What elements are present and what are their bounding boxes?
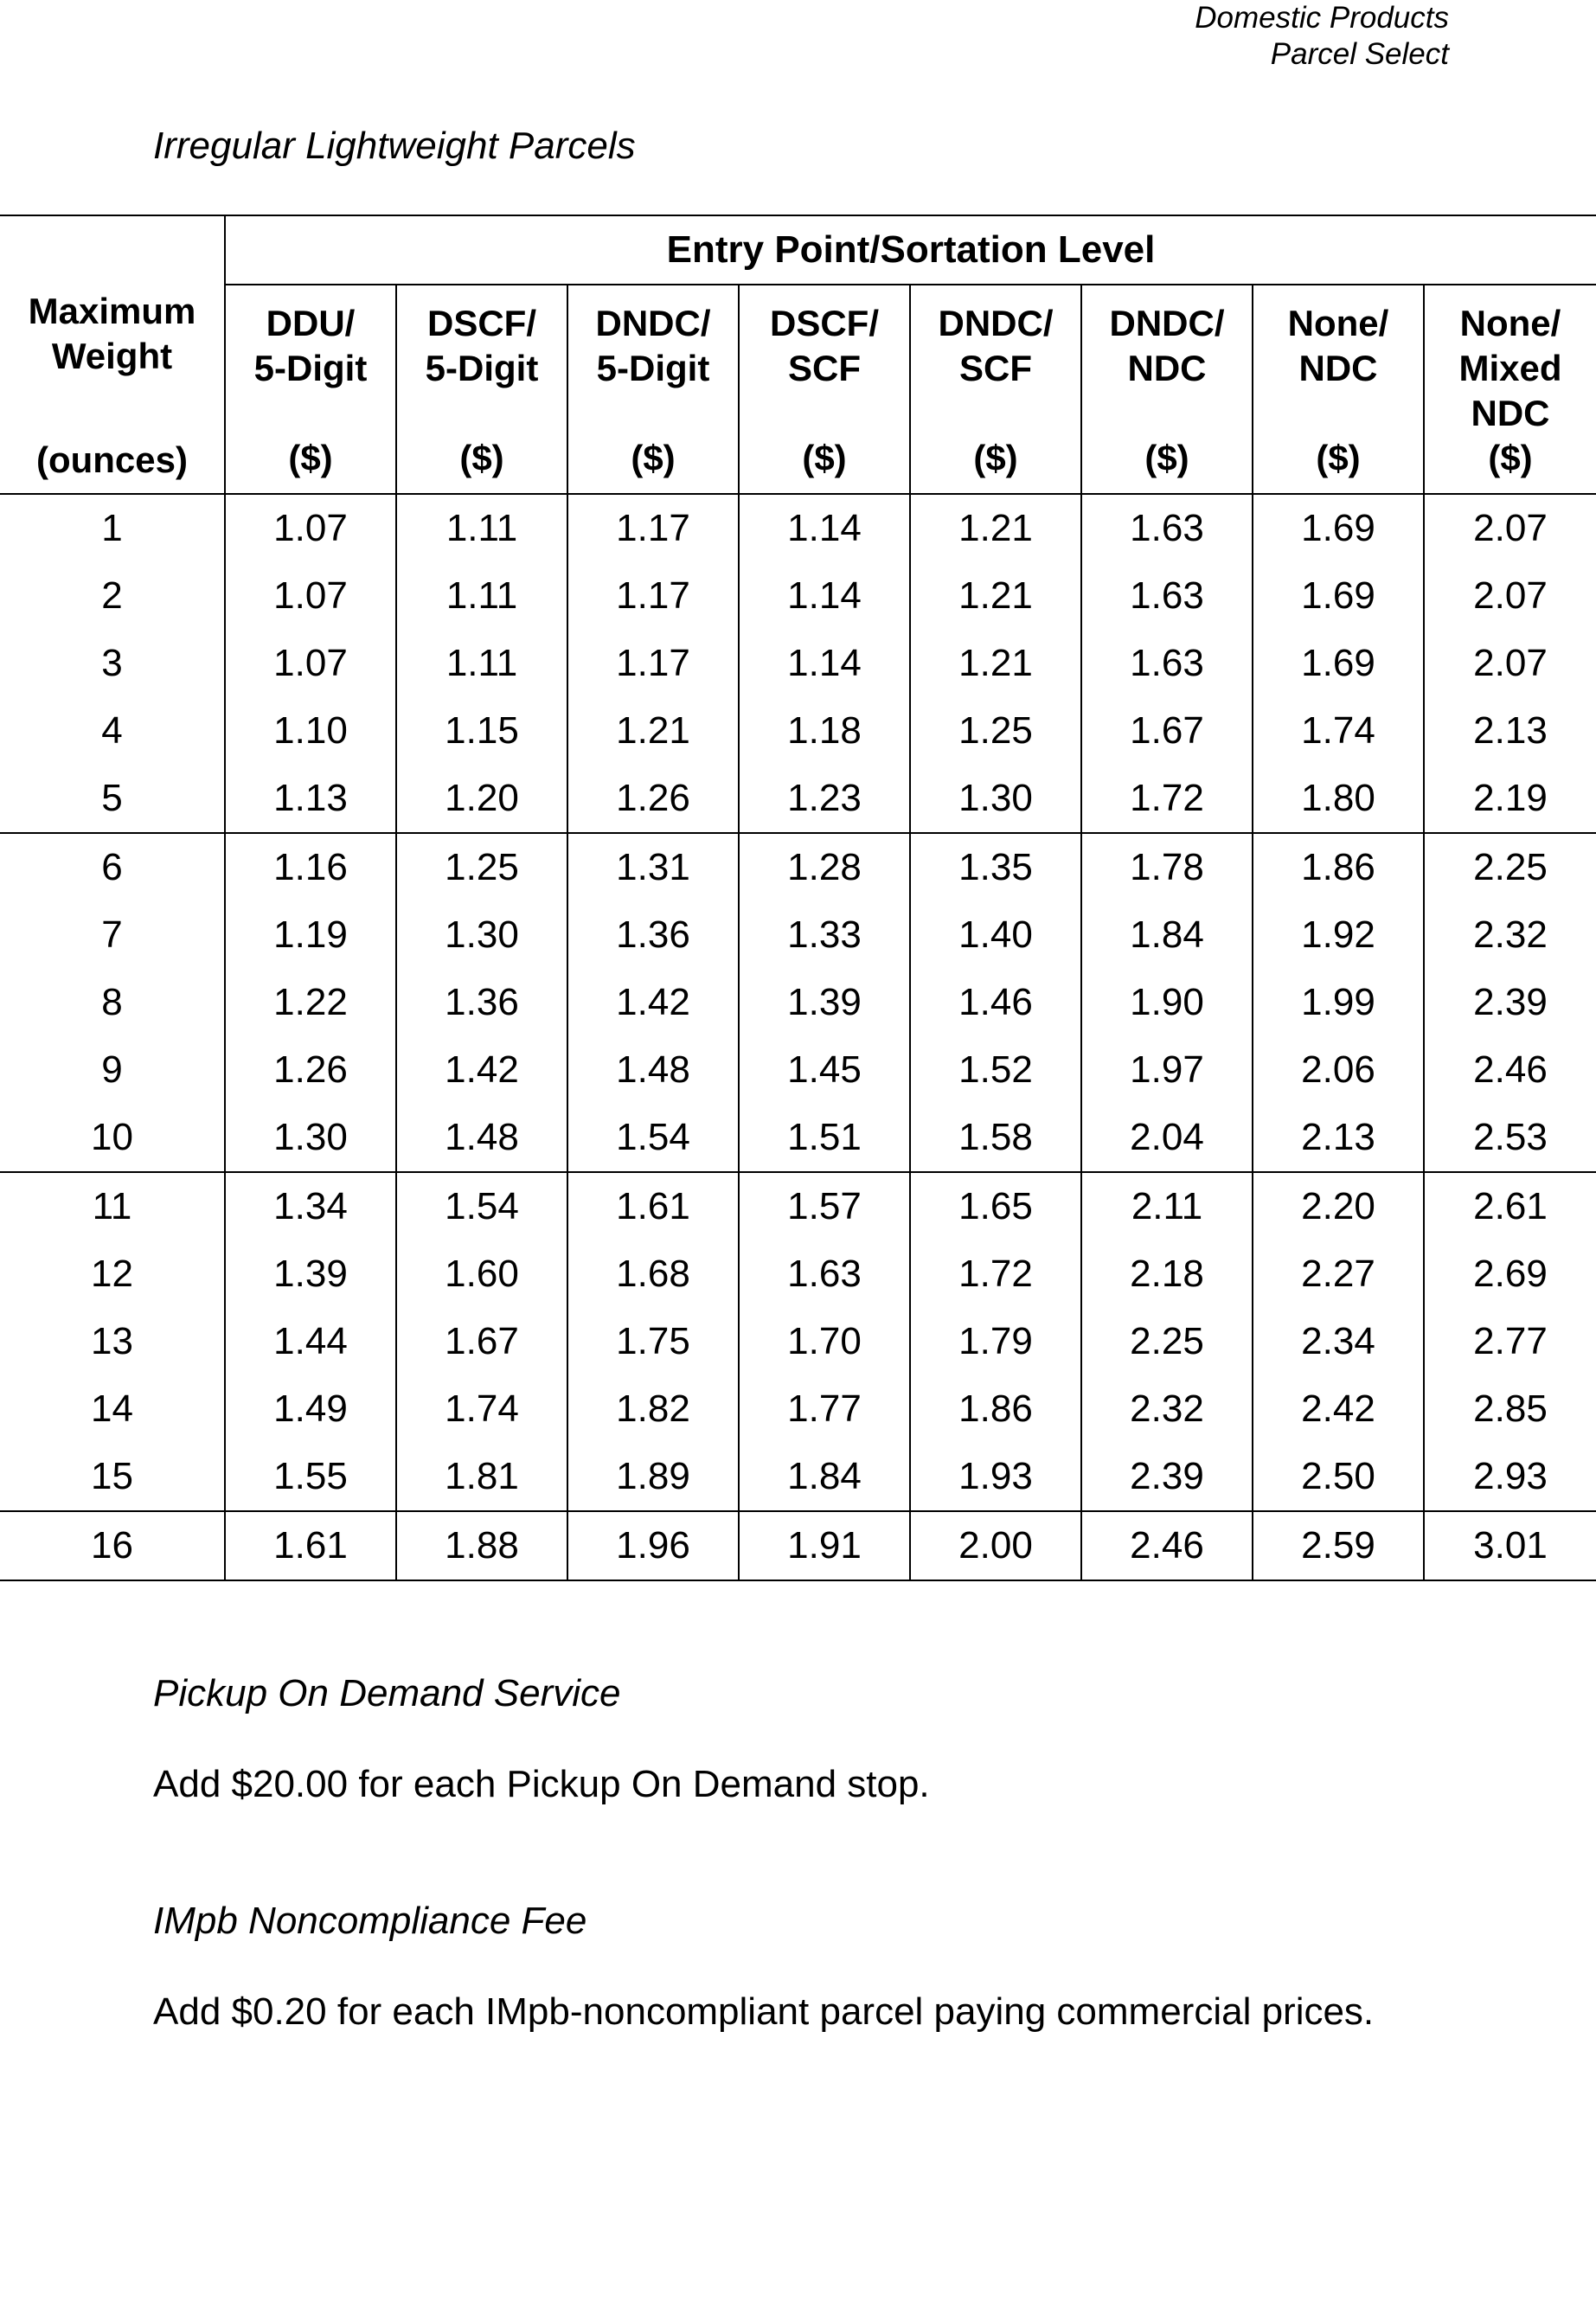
price-cell: 1.84 (1081, 901, 1253, 969)
price-cell: 1.63 (1081, 562, 1253, 630)
price-cell: 1.61 (225, 1511, 396, 1580)
price-cell: 1.72 (1081, 765, 1253, 833)
header-product-category: Domestic Products (1195, 1, 1449, 35)
column-header-line: 5-Digit (253, 348, 368, 388)
weight-cell: 4 (0, 697, 225, 765)
price-cell: 2.46 (1081, 1511, 1253, 1580)
price-cell: 1.97 (1081, 1036, 1253, 1104)
price-cell: 1.93 (910, 1443, 1081, 1511)
price-cell: 2.04 (1081, 1104, 1253, 1172)
price-cell: 2.32 (1081, 1375, 1253, 1443)
price-cell: 2.06 (1253, 1036, 1424, 1104)
price-cell: 1.58 (910, 1104, 1081, 1172)
price-cell: 2.53 (1424, 1104, 1596, 1172)
price-cell: 1.69 (1253, 630, 1424, 697)
column-header-unit: ($) (288, 438, 333, 478)
price-column-header (396, 285, 567, 494)
price-cell: 1.44 (225, 1308, 396, 1375)
price-cell: 1.07 (225, 562, 396, 630)
weight-cell: 14 (0, 1375, 225, 1443)
column-header-unit: ($) (1488, 438, 1533, 478)
price-cell: 1.63 (1081, 494, 1253, 562)
weight-cell: 8 (0, 969, 225, 1036)
column-header-unit: ($) (973, 438, 1018, 478)
price-cell: 1.90 (1081, 969, 1253, 1036)
price-cell: 2.50 (1253, 1443, 1424, 1511)
price-cell: 1.21 (910, 562, 1081, 630)
price-cell: 1.39 (225, 1240, 396, 1308)
price-cell: 1.14 (739, 494, 910, 562)
price-cell: 1.25 (910, 697, 1081, 765)
price-cell: 1.21 (567, 697, 739, 765)
price-cell: 1.42 (396, 1036, 567, 1104)
weight-cell: 11 (0, 1172, 225, 1240)
weight-cell: 16 (0, 1511, 225, 1580)
column-header-unit: ($) (459, 438, 504, 478)
price-cell: 1.69 (1253, 562, 1424, 630)
price-cell: 1.78 (1081, 833, 1253, 901)
price-cell: 1.74 (1253, 697, 1424, 765)
column-header-unit: ($) (1316, 438, 1361, 478)
price-cell: 1.34 (225, 1172, 396, 1240)
price-cell: 1.46 (910, 969, 1081, 1036)
table-section-title: Irregular Lightweight Parcels (153, 125, 636, 167)
price-cell: 1.96 (567, 1511, 739, 1580)
price-cell: 1.86 (910, 1375, 1081, 1443)
weight-cell: 6 (0, 833, 225, 901)
weight-cell: 15 (0, 1443, 225, 1511)
price-cell: 2.18 (1081, 1240, 1253, 1308)
table-row (0, 1443, 1596, 1511)
table-row (0, 1104, 1596, 1172)
price-cell: 1.21 (910, 494, 1081, 562)
table-row (0, 833, 1596, 901)
price-cell: 2.39 (1473, 981, 1548, 1023)
price-column-header (739, 285, 910, 494)
price-cell: 1.77 (739, 1375, 910, 1443)
price-cell: 1.99 (1253, 969, 1424, 1036)
price-cell: 1.68 (567, 1240, 739, 1308)
price-cell: 1.54 (396, 1172, 567, 1240)
weight-cell: 5 (0, 765, 225, 833)
pickup-section-text: Add $20.00 for each Pickup On Demand stop. (153, 1763, 930, 1805)
price-cell: 1.31 (567, 833, 739, 901)
price-cell: 1.07 (225, 494, 396, 562)
price-column-header (1081, 285, 1253, 494)
column-header-line: DDU/ (266, 303, 356, 343)
weight-cell: 12 (0, 1240, 225, 1308)
price-cell: 1.13 (225, 765, 396, 833)
price-cell: 2.07 (1473, 507, 1548, 549)
table-row (0, 1511, 1596, 1580)
price-cell: 1.36 (567, 901, 739, 969)
column-header-unit: ($) (631, 438, 676, 478)
price-cell: 2.42 (1253, 1375, 1424, 1443)
column-header-line: NDC (1298, 348, 1378, 388)
price-cell: 1.49 (225, 1375, 396, 1443)
price-cell: 1.81 (396, 1443, 567, 1511)
price-cell: 1.10 (225, 697, 396, 765)
price-cell: 1.25 (396, 833, 567, 901)
table-row (0, 1308, 1596, 1375)
price-cell: 2.32 (1473, 913, 1548, 956)
price-cell: 2.93 (1424, 1443, 1596, 1511)
price-cell: 1.79 (910, 1308, 1081, 1375)
table-row (0, 1240, 1596, 1308)
price-cell: 1.11 (396, 494, 567, 562)
impb-section-text: Add $0.20 for each IMpb-noncompliant parcel paying commercial prices. (153, 1990, 1375, 2033)
document-header (1195, 0, 1449, 73)
price-cell: 2.25 (1081, 1308, 1253, 1375)
column-header-line: SCF (788, 348, 861, 388)
column-header-line: None/ (1287, 303, 1389, 343)
price-cell: 1.63 (1081, 630, 1253, 697)
column-header-line: DNDC/ (595, 303, 711, 343)
table-row (0, 494, 1596, 562)
price-cell: 1.19 (225, 901, 396, 969)
column-header-line: 5-Digit (596, 348, 710, 388)
pickup-section-title: Pickup On Demand Service (153, 1672, 621, 1714)
price-cell: 1.80 (1253, 765, 1424, 833)
column-header-unit: ($) (802, 438, 847, 478)
weight-cell: 9 (0, 1036, 225, 1104)
table-row (0, 901, 1596, 969)
price-column-header (1253, 285, 1424, 494)
price-cell: 1.69 (1253, 494, 1424, 562)
table-row (0, 1036, 1596, 1104)
weight-header-line2: Weight (51, 336, 173, 376)
column-header-line: SCF (959, 348, 1032, 388)
price-cell: 2.69 (1473, 1253, 1548, 1295)
column-header-line: None/ (1459, 303, 1561, 343)
column-header-line: 5-Digit (425, 348, 539, 388)
table-row (0, 1375, 1596, 1443)
price-cell: 2.61 (1473, 1185, 1548, 1227)
price-cell: 1.88 (396, 1511, 567, 1580)
price-cell: 1.11 (396, 630, 567, 697)
column-header-line: DSCF/ (770, 303, 879, 343)
price-cell: 1.28 (739, 833, 910, 901)
weight-cell: 1 (0, 494, 225, 562)
price-cell: 1.40 (910, 901, 1081, 969)
price-cell: 2.07 (1473, 642, 1548, 684)
weight-column-header (0, 215, 225, 494)
column-header-unit: ($) (1144, 438, 1189, 478)
price-cell: 1.52 (910, 1036, 1081, 1104)
price-cell: 1.92 (1253, 901, 1424, 969)
price-column-header (567, 285, 739, 494)
price-cell: 1.17 (567, 630, 739, 697)
price-cell: 1.57 (739, 1172, 910, 1240)
weight-header-unit: (ounces) (35, 439, 188, 480)
price-cell: 1.45 (739, 1036, 910, 1104)
price-cell: 1.72 (910, 1240, 1081, 1308)
price-cell: 1.20 (396, 765, 567, 833)
price-cell: 2.11 (1081, 1172, 1253, 1240)
price-cell: 1.17 (567, 562, 739, 630)
price-cell: 1.51 (739, 1104, 910, 1172)
price-cell: 3.01 (1424, 1511, 1596, 1580)
price-cell: 1.33 (739, 901, 910, 969)
price-cell: 2.25 (1473, 846, 1548, 888)
weight-cell: 3 (0, 630, 225, 697)
price-cell: 1.55 (225, 1443, 396, 1511)
price-cell: 2.39 (1081, 1443, 1253, 1511)
price-cell: 2.20 (1253, 1172, 1424, 1240)
price-cell: 1.30 (225, 1104, 396, 1172)
price-cell: 1.07 (225, 630, 396, 697)
price-cell: 1.91 (739, 1511, 910, 1580)
price-cell: 1.36 (396, 969, 567, 1036)
price-cell: 1.84 (739, 1443, 910, 1511)
price-cell: 1.14 (739, 630, 910, 697)
column-header-line: DNDC/ (1109, 303, 1225, 343)
price-cell: 1.26 (225, 1036, 396, 1104)
table-row (0, 697, 1596, 765)
weight-cell: 2 (0, 562, 225, 630)
table-row (0, 765, 1596, 833)
price-cell: 1.21 (910, 630, 1081, 697)
price-cell: 2.27 (1253, 1240, 1424, 1308)
price-cell: 1.60 (396, 1240, 567, 1308)
price-cell: 2.59 (1253, 1511, 1424, 1580)
price-cell: 1.67 (1081, 697, 1253, 765)
price-cell: 1.86 (1253, 833, 1424, 901)
weight-cell: 13 (0, 1308, 225, 1375)
price-cell: 1.11 (396, 562, 567, 630)
price-cell: 1.89 (567, 1443, 739, 1511)
price-cell: 1.74 (396, 1375, 567, 1443)
table-row (0, 630, 1596, 697)
price-cell: 1.42 (567, 969, 739, 1036)
entry-point-group-header: Entry Point/Sortation Level (225, 215, 1596, 285)
weight-cell: 10 (0, 1104, 225, 1172)
price-cell: 1.35 (910, 833, 1081, 901)
price-cell: 2.07 (1473, 574, 1548, 617)
price-cell: 1.70 (739, 1308, 910, 1375)
column-header-line: Mixed (1458, 348, 1562, 388)
price-cell: 2.00 (910, 1511, 1081, 1580)
price-cell: 1.63 (739, 1240, 910, 1308)
price-cell: 1.30 (396, 901, 567, 969)
price-table (0, 215, 1596, 1581)
price-cell: 1.14 (739, 562, 910, 630)
price-cell: 1.48 (567, 1036, 739, 1104)
price-cell: 2.13 (1253, 1104, 1424, 1172)
price-cell: 1.30 (910, 765, 1081, 833)
table-row (0, 562, 1596, 630)
column-header-line: NDC (1127, 348, 1207, 388)
column-header-line: NDC (1471, 393, 1550, 433)
price-cell: 1.17 (567, 494, 739, 562)
price-cell: 1.23 (739, 765, 910, 833)
table-row (0, 1172, 1596, 1240)
price-column-header (1424, 285, 1596, 494)
price-column-header (910, 285, 1081, 494)
price-cell: 1.67 (396, 1308, 567, 1375)
price-column-header (225, 285, 396, 494)
price-cell: 1.16 (225, 833, 396, 901)
price-cell: 1.22 (225, 969, 396, 1036)
column-header-line: DNDC/ (938, 303, 1054, 343)
column-header-line: DSCF/ (427, 303, 536, 343)
price-cell: 1.48 (396, 1104, 567, 1172)
price-cell: 1.65 (910, 1172, 1081, 1240)
price-cell: 2.85 (1473, 1387, 1548, 1430)
price-cell: 2.19 (1424, 765, 1596, 833)
price-cell: 1.39 (739, 969, 910, 1036)
price-cell: 2.34 (1253, 1308, 1424, 1375)
price-cell: 1.15 (396, 697, 567, 765)
price-cell: 2.13 (1473, 709, 1548, 752)
price-cell: 1.26 (567, 765, 739, 833)
price-cell: 1.54 (567, 1104, 739, 1172)
weight-header-line1: Maximum (28, 291, 196, 331)
price-cell: 1.75 (567, 1308, 739, 1375)
weight-cell: 7 (0, 901, 225, 969)
table-row (0, 969, 1596, 1036)
price-cell: 1.18 (739, 697, 910, 765)
header-product-name: Parcel Select (1270, 37, 1449, 71)
price-cell: 1.61 (567, 1172, 739, 1240)
price-cell: 1.82 (567, 1375, 739, 1443)
price-cell: 2.46 (1473, 1048, 1548, 1091)
impb-section-title: IMpb Noncompliance Fee (153, 1900, 587, 1942)
price-cell: 2.77 (1473, 1320, 1548, 1362)
